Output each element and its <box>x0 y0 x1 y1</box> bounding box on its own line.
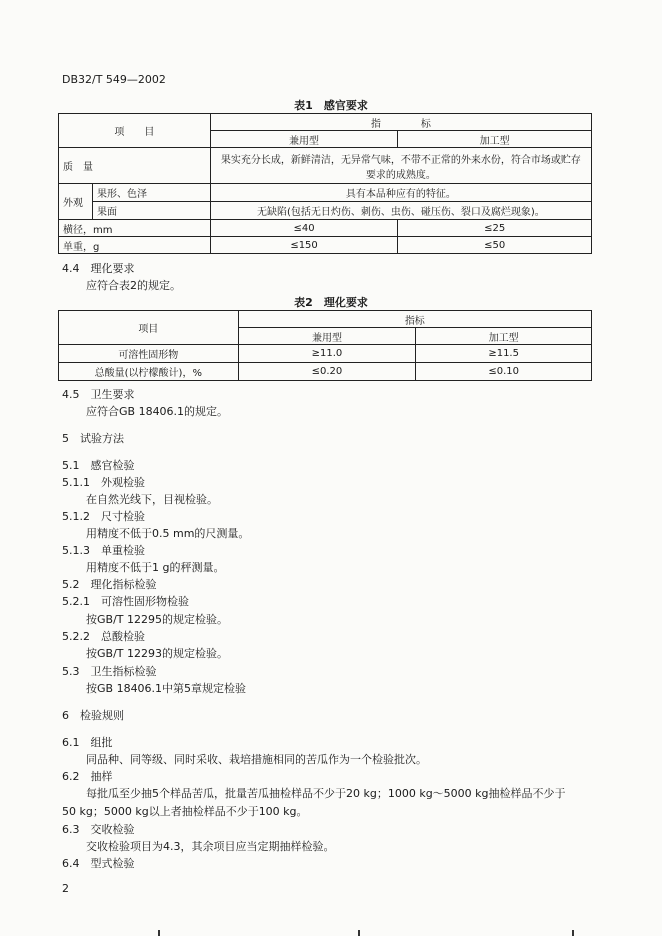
table1-caption: 表1 感官要求 <box>294 99 368 112</box>
table1-header-processing: 加工型 <box>398 131 592 148</box>
section-5-1-2-text: 用精度不低于0.5 mm的尺测量。 <box>86 527 250 540</box>
section-6-2-text-line2: 50 kg；5000 kg以上者抽检样品不少于100 kg。 <box>62 805 308 818</box>
section-5-1-1-text: 在自然光线下，目视检验。 <box>86 493 218 506</box>
section-5-3-text: 按GB 18406.1中第5章规定检验 <box>86 682 247 695</box>
scan-tick-mark <box>158 930 160 936</box>
table2 <box>58 310 592 381</box>
document-number: DB32/T 549—2002 <box>62 73 166 86</box>
section-4-4-text: 应符合表2的规定。 <box>86 279 181 292</box>
section-5-2-1-title: 5.2.1 可溶性固形物检验 <box>62 595 189 608</box>
section-6-title: 6 检验规则 <box>62 709 124 722</box>
table2-caption: 表2 理化要求 <box>294 296 368 309</box>
table1-shape-label: 果形、色泽 <box>92 184 210 202</box>
section-6-2-text-line1: 每批瓜至少抽5个样品苦瓜，批量苦瓜抽检样品不少于20 kg；1000 kg～5000 kg抽检样品不少于 <box>86 787 566 800</box>
scan-tick-mark <box>572 930 574 936</box>
section-5-2-2-title: 5.2.2 总酸检验 <box>62 630 145 643</box>
section-5-2-title: 5.2 理化指标检验 <box>62 578 157 591</box>
table2-header-item: 项目 <box>59 311 239 345</box>
section-5-1-3-text: 用精度不低于1 g的秤测量。 <box>86 561 225 574</box>
table1-weight-processing: ≤50 <box>398 237 592 254</box>
table1-surface-text: 无缺陷(包括无日灼伤、刺伤、虫伤、碰压伤、裂口及腐烂现象)。 <box>210 202 591 220</box>
table1 <box>58 113 592 254</box>
section-6-3-title: 6.3 交收检验 <box>62 823 135 836</box>
section-5-2-2-text: 按GB/T 12293的规定检验。 <box>86 647 228 660</box>
section-4-5-text: 应符合GB 18406.1的规定。 <box>86 405 229 418</box>
table1-weight-dual-use: ≤150 <box>210 237 398 254</box>
table2-header-dual-use: 兼用型 <box>238 328 416 345</box>
table2-total-acid-label: 总酸量(以柠檬酸计)，% <box>59 363 239 381</box>
section-6-4-title: 6.4 型式检验 <box>62 857 135 870</box>
table2-total-acid-processing: ≤0.10 <box>416 363 592 381</box>
table1-quality-text <box>210 148 591 184</box>
section-4-5-title: 4.5 卫生要求 <box>62 388 135 401</box>
table1-diameter-label: 横径，mm <box>59 220 211 237</box>
section-5-1-1-title: 5.1.1 外观检验 <box>62 476 145 489</box>
table2-header-processing: 加工型 <box>416 328 592 345</box>
section-5-1-2-title: 5.1.2 尺寸检验 <box>62 510 145 523</box>
section-4-4-title: 4.4 理化要求 <box>62 262 135 275</box>
table1-diameter-dual-use: ≤40 <box>210 220 398 237</box>
table1-quality-text-line2: 要求的成熟度。 <box>365 169 436 181</box>
table1-weight-label: 单重，g <box>59 237 211 254</box>
table1-diameter-processing: ≤25 <box>398 220 592 237</box>
section-5-title: 5 试验方法 <box>62 432 124 445</box>
table1-appearance-label: 外观 <box>59 184 93 220</box>
section-5-2-1-text: 按GB/T 12295的规定检验。 <box>86 613 228 626</box>
table1-quality-text-line1: 果实充分长成，新鲜清洁，无异常气味，不带不正常的外来水份，符合市场或贮存 <box>220 154 581 166</box>
section-6-2-title: 6.2 抽样 <box>62 770 113 783</box>
section-5-3-title: 5.3 卫生指标检验 <box>62 665 157 678</box>
table2-soluble-solids-processing: ≥11.5 <box>416 345 592 363</box>
section-6-1-text: 同品种、同等级、同时采收、栽培措施相同的苦瓜作为一个检验批次。 <box>86 753 427 766</box>
table1-header-item: 项 目 <box>59 114 211 148</box>
table1-quality-label: 质 量 <box>59 148 211 184</box>
table1-header-dual-use: 兼用型 <box>210 131 398 148</box>
section-5-1-title: 5.1 感官检验 <box>62 459 135 472</box>
table1-shape-text: 具有本品种应有的特征。 <box>210 184 591 202</box>
section-6-3-text: 交收检验项目为4.3，其余项目应当定期抽样检验。 <box>86 840 335 853</box>
table2-soluble-solids-dual-use: ≥11.0 <box>238 345 416 363</box>
scan-tick-mark <box>358 930 360 936</box>
page-number: 2 <box>62 882 69 895</box>
section-5-1-3-title: 5.1.3 单重检验 <box>62 544 145 557</box>
table2-total-acid-dual-use: ≤0.20 <box>238 363 416 381</box>
table2-soluble-solids-label: 可溶性固形物 <box>59 345 239 363</box>
table2-header-index: 指标 <box>238 311 591 328</box>
table1-surface-label: 果面 <box>92 202 210 220</box>
section-6-1-title: 6.1 组批 <box>62 736 113 749</box>
table1-header-index: 指 标 <box>210 114 591 131</box>
